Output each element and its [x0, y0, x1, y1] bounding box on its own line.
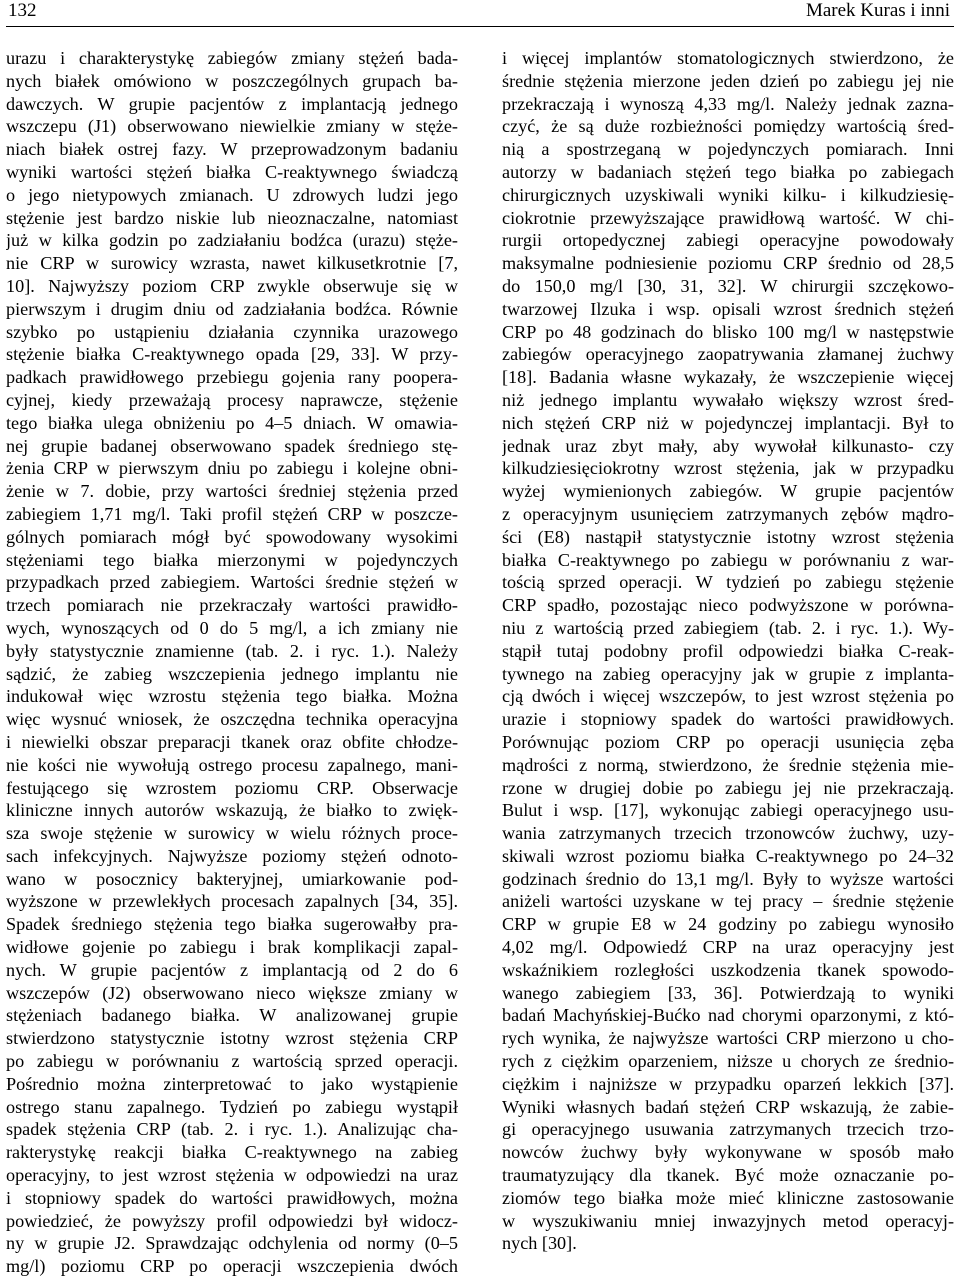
text-line: nowców żuchwy były wykonywane w sposób mało [502, 1142, 954, 1163]
text-line: wskaźnikiem rozległości uszkodzenia tkanek spowodo- [502, 959, 954, 980]
text-line: o jego nietypowych zmianach. U zdrowych ludzi jego [6, 184, 458, 205]
text-line: stężenie białka C-reaktywnego opada [29, 33]. W przy- [6, 344, 458, 365]
text-line: sza swoje stężenie w surowicy w wielu różnych proce- [6, 823, 458, 844]
text-line: tością sprzed operacji. W tydzień po zabiegu stężenie [502, 572, 954, 593]
text-line: wanego zabiegiem [33, 36]. Potwierdzają to wyniki [502, 982, 954, 1003]
text-line: stężeniami tego białka mierzonymi w pojedynczych [6, 549, 458, 570]
text-line: nych [30]. [502, 1233, 577, 1254]
text-line: rakterystykę reakcji białka C-reaktywnego na zabieg [6, 1142, 458, 1163]
text-line: 10]. Najwyższy poziom CRP zwykle obserwuje się w [6, 275, 458, 296]
text-line: rurgii ortopedycznej zabiegi operacyjne powodowały [502, 230, 954, 251]
text-line: wych, wynoszących od 0 do 5 mg/l, a ich zmiany nie [6, 617, 458, 638]
text-line: nej grupie badanej obserwowano spadek średniego stę- [6, 435, 458, 456]
text-line: ny w grupie J2. Sprawdzając odchylenia od normy (0–5 [6, 1233, 458, 1254]
text-line: zabiegiem 1,71 mg/l. Taki profil stężeń CRP w poszcze- [6, 503, 458, 524]
text-line: CRP po 48 godzinach do blisko 100 mg/l w następstwie [502, 321, 954, 342]
text-line: tywnego na zabieg operacyjny jak w grupie z implanta- [502, 663, 954, 684]
text-line: padkach prawidłowego przebiegu gojenia rany pooperа- [6, 367, 458, 388]
text-line: mg/l) poziomu CRP po operacji wszczepienia dwóch [6, 1256, 458, 1277]
text-line: z operacyjnym usunięciem zatrzymanych zębów mądro- [502, 503, 954, 524]
text-line: ści (E8) nastąpił statystycznie istotny wzrost stężenia [502, 526, 954, 547]
text-line: wyniki wartości stężeń białka C-reaktywnego świadczą [6, 161, 458, 182]
text-line: białka C-reaktywnego po zabiegu w porównaniu z war- [502, 549, 954, 570]
text-line: wszczepów (J2) obserwowano nieco większe zmiany w [6, 982, 458, 1003]
text-line: stężenie jest bardzo niskie lub nieoznaczalne, natomiast [6, 207, 458, 228]
text-line: badań Machyńskiej-Bućko nad chorymi oparzonymi, z któ- [502, 1005, 954, 1026]
text-line: po zabiegu w porównaniu z wartością sprzed operacji. [6, 1051, 458, 1072]
text-line: cją dwóch i więcej wszczepów, to jest wzrost stężenia po [502, 686, 954, 707]
text-line: operacyjny, to jest wzrost stężenia w odpowiedzi na uraz [6, 1165, 458, 1186]
text-line: do 150,0 mg/l [30, 31, 32]. W chirurgii szczękowo- [502, 275, 954, 296]
text-line: gólnych pomiarach mógł być spowodowany wysokimi [6, 526, 458, 547]
text-line: festującego się wzrostem poziomu CRP. Obserwacje [6, 777, 458, 798]
text-line: godzinach średnio do 13,1 mg/l. Były to wyższe wartości [502, 868, 954, 889]
text-line: skiwali wzrost poziomu białka C-reaktywnego po 24–32 [502, 845, 954, 866]
text-line: Spadek średniego stężenia tego białka sugerowałby pra- [6, 914, 458, 935]
text-line: CRP spadło, pozostając nieco podwyższone w porówna- [502, 595, 954, 616]
text-line: już w kilka godzin po zadziałaniu bodźca (urazu) stęże- [6, 230, 458, 251]
right-text-column [502, 47, 954, 1255]
text-line: autorzy w badaniach stężeń tego białka po zabiegach [502, 161, 954, 182]
text-line: widłowe gojenie po zabiegu i brak komplikacji zapal- [6, 937, 458, 958]
text-line: pierwszym i drugim dniu od zadziałania bodźca. Równie [6, 298, 458, 319]
text-line: czyć, że są duże rozbieżności pomiędzy wartością śred- [502, 116, 954, 137]
text-line: gi operacyjnego usuwania zatrzymanych trzecich trzo- [502, 1119, 954, 1140]
text-line: kilkudziesięciokrotny wzrost stężenia, jak w przypadku [502, 458, 954, 479]
text-line: zabiegów operacyjnego zaopatrywania złamanej żuchwy [502, 344, 954, 365]
text-line: indukował więc wzrostu stężenia tego białka. Można [6, 686, 458, 707]
text-line: Porównując poziom CRP po operacji usunięcia zęba [502, 731, 954, 752]
text-line: nie kości nie wywołują ostrego procesu zapalnego, mani- [6, 754, 458, 775]
text-line: nie CRP w surowicy wzrasta, nawet kilkusetkrotnie [7, [6, 253, 458, 274]
text-line: i więcej implantów stomatologicznych stwierdzono, że [502, 48, 954, 68]
page-header [6, 0, 954, 27]
text-line: nich stężeń CRP niż w pojedynczej implantacji. Był to [502, 412, 954, 433]
text-line: rych z ciężkim oparzeniem, niższe u chorych ze średnio- [502, 1051, 954, 1072]
text-line: wszczepu (J1) obserwowano niewielkie zmiany w stęże- [6, 116, 458, 137]
text-line: trzech pomiarach nie przekraczały wartości prawidło- [6, 595, 458, 616]
text-line: rych wynika, że najwyższe wartości CRP mierzono u cho- [502, 1028, 954, 1049]
text-line: spadek stężenia CRP (tab. 2. i ryc. 1.). Analizując cha- [6, 1119, 458, 1140]
text-line: niach białek ostrej fazy. W przeprowadzonym badaniu [6, 139, 458, 160]
text-line: twarzowej Ilzuka i wsp. opisali wzrost średnich stężeń [502, 298, 954, 319]
text-line: średnie stężenia mierzone jeden dzień po zabiegu jej nie [502, 70, 954, 91]
text-line: żenie w 7. dobie, przy wartości średniej stężenia przed [6, 481, 458, 502]
text-line: przekraczają i wynoszą 4,33 mg/l. Należy jednak zazna- [502, 93, 954, 114]
text-line: przypadkach przed zabiegiem. Wartości średnie stężeń w [6, 572, 458, 593]
page-number: 132 [8, 0, 37, 21]
text-line: ciężkim i najniższe w przypadku oparzeń lekkich [37]. [502, 1073, 954, 1094]
text-line: wano w posocznicy bakteryjnej, umiarkowanie pod- [6, 868, 458, 889]
text-line: szybko po ustąpieniu działania czynnika urazowego [6, 321, 458, 342]
text-line: były statystycznie znamienne (tab. 2. i ryc. 1.). Należy [6, 640, 458, 661]
text-line: i stopniowy spadek do wartości prawidłowych, można [6, 1187, 458, 1208]
text-line: ciokrotnie przewyższające prawidłową wartość. W chi- [502, 207, 954, 228]
text-line: stąpił tutaj podobny profil odpowiedzi białka C-reak- [502, 640, 954, 661]
text-line: urazie i stopniowy spadek do wartości prawidłowych. [502, 709, 954, 730]
text-line: niu z wartością przed zabiegiem (tab. 2. i ryc. 1.). Wy- [502, 617, 954, 638]
text-line: cyjnej, kiedy przeważają procesy naprawcze, stężenie [6, 389, 458, 410]
text-line: traumatyzujący dla tkanek. Być może oznaczanie po- [502, 1165, 954, 1186]
text-line: dawczych. W grupie pacjentów z implantacją jednego [6, 93, 458, 114]
text-line: wyższone w przewlekłych procesach zapalnych [34, 35]. [6, 891, 458, 912]
text-line: CRP w grupie E8 w 24 godziny po zabiegu wynosiło [502, 914, 954, 935]
text-line: powiedzieć, że powyższy profil odpowiedzi był widocz- [6, 1210, 458, 1231]
text-line: wyżej wymienionych zabiegów. W grupie pacjentów [502, 481, 954, 502]
text-line: rzone w drugiej dobie po zabiegu jej nie przekraczają. [502, 777, 954, 798]
text-line: Bulut i wsp. [17], wykonując zabiegi operacyjnego usu- [502, 800, 954, 821]
text-line: mądrości z normą, stwierdzono, że średnie stężenia mie- [502, 754, 954, 775]
text-line: Pośrednio można zinterpretować to jako wystąpienie [6, 1073, 458, 1094]
text-line: jednak uraz zbyt mały, aby wywołał kilkunasto- czy [502, 435, 954, 456]
text-line: wania zatrzymanych trzecich trzonowców żuchwy, uzy- [502, 823, 954, 844]
text-line: ziomów tego białka może mieć kliniczne zastosowanie [502, 1187, 954, 1208]
text-line: chirurgicznych uzyskiwali wyniki kilku- i kilkudziesię- [502, 184, 954, 205]
text-line: więc wysnuć wniosek, że oszczędna technika operacyjna [6, 709, 458, 730]
text-line: ostrego stanu zapalnego. Tydzień po zabiegu wystąpił [6, 1096, 458, 1117]
text-line: maksymalne podniesienie poziomu CRP średnio od 28,5 [502, 253, 954, 274]
text-line: nią a spostrzeganą w pojedynczych pomiarach. Inni [502, 139, 954, 160]
text-line: i niewielki obszar preparacji tkanek oraz obfite chłodze- [6, 731, 458, 752]
text-line: kliniczne innych autorów wskazują, że białko to zwięk- [6, 800, 458, 821]
text-line: urazu i charakterystykę zabiegów zmiany stężeń bada- [6, 48, 458, 68]
text-line: stężeniach badanego białka. W analizowanej grupie [6, 1005, 458, 1026]
text-line: żenia CRP w pierwszym dniu po zabiegu i kolejne obni- [6, 458, 458, 479]
text-line: tego białka ulega obniżeniu po 4–5 dniach. W omawia- [6, 412, 458, 433]
text-line: [18]. Badania własne wykazały, że wszczepienie więcej [502, 367, 954, 388]
text-line: niż jednego implantu wywałało większy wzrost śred- [502, 389, 954, 410]
text-line: 4,02 mg/l. Odpowiedź CRP na uraz operacyjny jest [502, 937, 954, 958]
text-line: Wyniki własnych badań stężeń CRP wskazują, że zabie- [502, 1096, 954, 1117]
text-line: w wyszukiwaniu mniej inwazyjnych metod operacyj- [502, 1210, 954, 1231]
text-line: nych białek omówiono w poszczególnych grupach ba- [6, 70, 458, 91]
text-line: stwierdzono statystycznie istotny wzrost stężenia CRP [6, 1028, 458, 1049]
left-text-column [6, 47, 458, 1278]
text-line: aniżeli wartości uzyskane w tej pracy – średnie stężenie [502, 891, 954, 912]
text-line: sądzić, że zabieg wszczepienia jednego implantu nie [6, 663, 458, 684]
running-head: Marek Kuras i inni [805, 0, 950, 21]
text-line: sach infekcyjnych. Najwyższe poziomy stężeń odnoto- [6, 845, 458, 866]
text-line: nych. W grupie pacjentów z implantacją od 2 do 6 [6, 959, 458, 980]
